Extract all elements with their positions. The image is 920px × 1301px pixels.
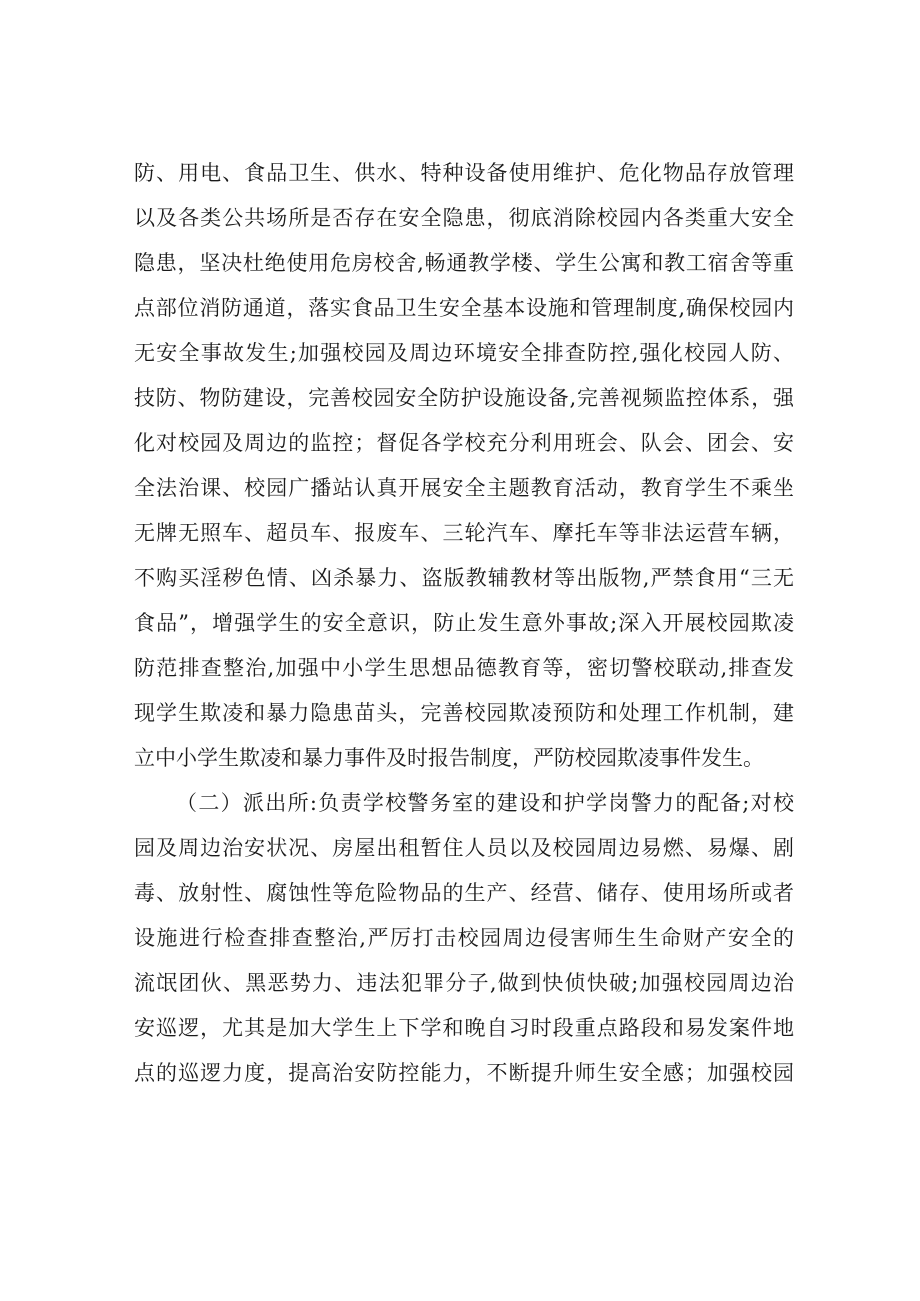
text-line: 以及各类公共场所是否存在安全隐患，彻底消除校园内各类重大安全 [134,206,794,230]
text-line: 设施进行检查排查整治,严厉打击校园周边侵害师生生命财产安全的 [134,926,794,950]
text-line: 技防、物防建设，完善校园安全防护设施设备,完善视频监控体系，强 [134,386,794,410]
text-line: 食品”，增强学生的安全意识，防止发生意外事故;深入开展校园欺凌 [134,611,794,635]
text-line: 隐患，坚决杜绝使用危房校舍,畅通教学楼、学生公寓和教工宿舍等重 [134,251,794,275]
text-line: 立中小学生欺凌和暴力事件及时报告制度，严防校园欺凌事件发生。 [134,746,764,770]
text-line: 不购买淫秽色情、凶杀暴力、盗版教辅教材等出版物,严禁食用“三无 [134,566,794,590]
text-line: 点的巡逻力度，提高治安防控能力，不断提升师生安全感；加强校园 [134,1061,794,1085]
text-line: 安巡逻，尤其是加大学生上下学和晚自习时段重点路段和易发案件地 [134,1016,794,1040]
text-line: 全法治课、校园广播站认真开展安全主题教育活动，教育学生不乘坐 [134,476,794,500]
text-line: 无安全事故发生;加强校园及周边环境安全排查防控,强化校园人防、 [134,341,794,365]
text-line: 现学生欺凌和暴力隐患苗头，完善校园欺凌预防和处理工作机制，建 [134,701,794,725]
text-line: （二）派出所:负责学校警务室的建设和护学岗警力的配备;对校 [176,791,794,815]
text-line: 点部位消防通道，落实食品卫生安全基本设施和管理制度,确保校园内 [134,296,794,320]
text-line: 化对校园及周边的监控；督促各学校充分利用班会、队会、团会、安 [134,431,794,455]
text-line: 毒、放射性、腐蚀性等危险物品的生产、经营、储存、使用场所或者 [134,881,794,905]
text-line: 无牌无照车、超员车、报废车、三轮汽车、摩托车等非法运营车辆， [134,521,794,545]
text-line: 园及周边治安状况、房屋出租暂住人员以及校园周边易燃、易爆、剧 [134,836,794,860]
text-line: 防、用电、食品卫生、供水、特种设备使用维护、危化物品存放管理 [134,161,794,185]
text-line: 流氓团伙、黑恶势力、违法犯罪分子,做到快侦快破;加强校园周边治 [134,971,794,995]
text-line: 防范排查整治,加强中小学生思想品德教育等，密切警校联动,排查发 [134,656,794,680]
